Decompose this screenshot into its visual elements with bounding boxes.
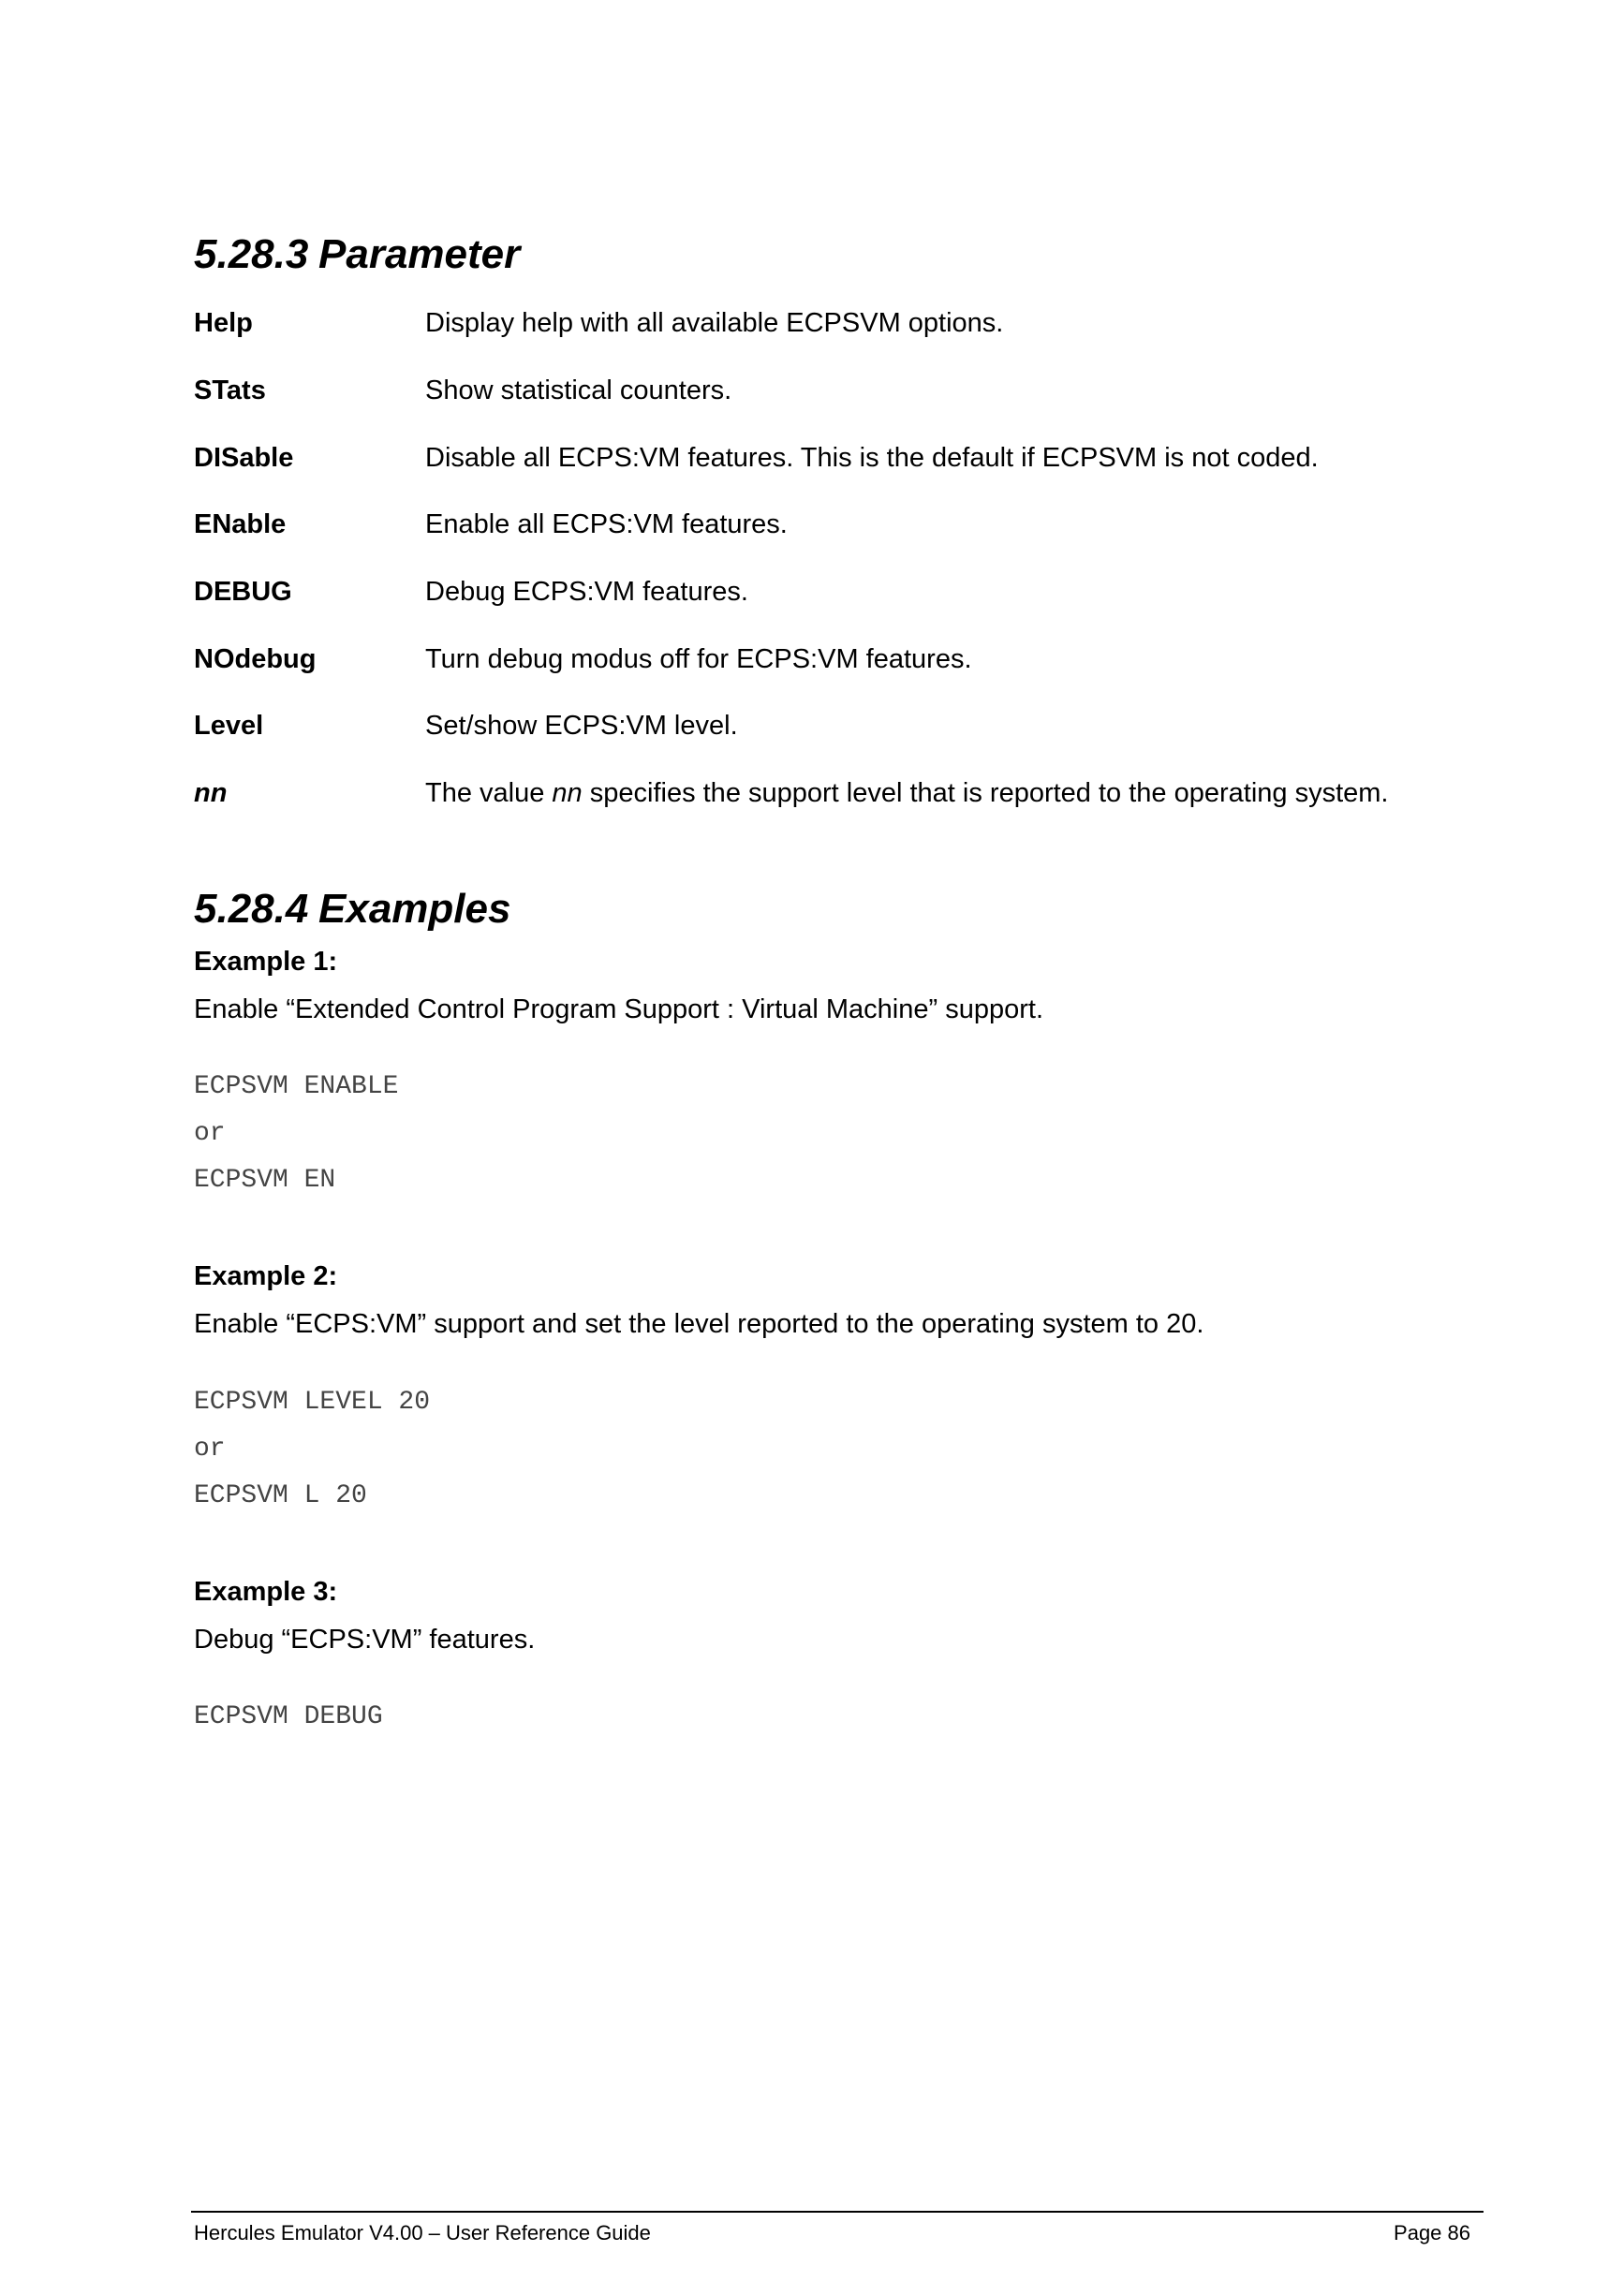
example-title: Example 1: bbox=[194, 947, 338, 977]
param-name-debug: DEBUG bbox=[194, 577, 292, 607]
footer-divider bbox=[191, 2211, 1484, 2213]
param-desc-debug: Debug ECPS:VM features. bbox=[425, 577, 748, 607]
example-code-line: ECPSVM EN bbox=[194, 1166, 336, 1195]
param-desc-help: Display help with all available ECPSVM options. bbox=[425, 308, 1004, 338]
param-desc-nn-before: The value bbox=[425, 778, 553, 808]
section-heading-parameter bbox=[194, 231, 521, 277]
param-desc-nn bbox=[425, 780, 1388, 807]
param-desc-level: Set/show ECPS:VM level. bbox=[425, 711, 738, 741]
example-title: Example 2: bbox=[194, 1261, 338, 1291]
example-code-line: or bbox=[194, 1435, 226, 1464]
example-code-line: ECPSVM DEBUG bbox=[194, 1702, 383, 1731]
param-name-stats: STats bbox=[194, 375, 266, 405]
param-name-nn: nn bbox=[194, 778, 228, 808]
param-desc-enable: Enable all ECPS:VM features. bbox=[425, 509, 788, 539]
param-desc-disable: Disable all ECPS:VM features. This is the default if ECPSVM is not coded. bbox=[425, 443, 1319, 473]
example-description: Enable “ECPS:VM” support and set the level reported to the operating system to 20. bbox=[194, 1309, 1204, 1339]
param-desc-nn-emphasis: nn bbox=[552, 778, 583, 808]
param-name-help: Help bbox=[194, 308, 253, 338]
param-desc-nn-after: specifies the support level that is reported to the operating system. bbox=[582, 778, 1389, 808]
param-name-level: Level bbox=[194, 711, 264, 741]
example-title: Example 3: bbox=[194, 1577, 338, 1607]
example-description: Debug “ECPS:VM” features. bbox=[194, 1625, 536, 1655]
param-desc-stats: Show statistical counters. bbox=[425, 375, 732, 405]
section-title: Parameter bbox=[318, 231, 521, 277]
param-desc-nodebug: Turn debug modus off for ECPS:VM features. bbox=[425, 644, 972, 674]
example-code-line: ECPSVM ENABLE bbox=[194, 1072, 399, 1101]
section-number: 5.28.4 bbox=[194, 886, 309, 932]
param-name-nodebug: NOdebug bbox=[194, 644, 317, 674]
param-name-enable: ENable bbox=[194, 509, 287, 539]
example-description: Enable “Extended Control Program Support : Virtual Machine” support. bbox=[194, 994, 1044, 1024]
footer-title: Hercules Emulator V4.00 – User Reference Guide bbox=[194, 2221, 651, 2244]
example-code-line: ECPSVM LEVEL 20 bbox=[194, 1388, 431, 1417]
example-code-line: ECPSVM L 20 bbox=[194, 1481, 367, 1510]
param-name-disable: DISable bbox=[194, 443, 294, 473]
page-number: Page 86 bbox=[1394, 2221, 1470, 2244]
section-title: Examples bbox=[318, 886, 511, 932]
example-code-line: or bbox=[194, 1119, 226, 1148]
section-heading-examples bbox=[194, 886, 511, 932]
section-number: 5.28.3 bbox=[194, 231, 309, 277]
